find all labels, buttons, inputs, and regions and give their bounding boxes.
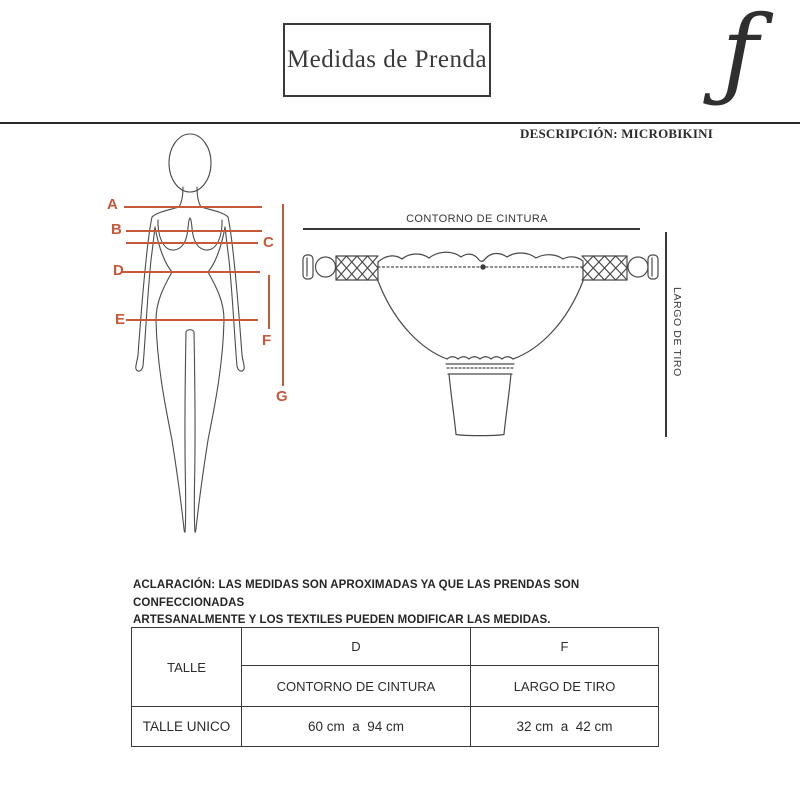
table-d-value: 60 cm a 94 cm	[242, 707, 471, 747]
page-title-box	[283, 23, 491, 97]
header-divider	[0, 122, 800, 124]
measure-label-b: B	[111, 221, 122, 238]
measure-label-e: E	[115, 311, 126, 328]
table-f-value: 32 cm a 42 cm	[471, 707, 659, 747]
measure-line-g	[282, 204, 284, 386]
disclaimer-line-2: ARTESANALMENTE Y LOS TEXTILES PUEDEN MODIFICAR LAS MEDIDAS.	[133, 614, 551, 626]
rise-measure-label: LARGO DE TIRO	[671, 287, 683, 377]
brand-logo-icon: ƒ	[721, 0, 759, 111]
measure-line-c	[126, 242, 258, 244]
measure-line-e	[126, 319, 258, 321]
measure-label-a: A	[107, 196, 118, 213]
garment-diagram	[295, 240, 675, 450]
measure-line-d	[122, 271, 260, 273]
measure-line-f	[268, 275, 270, 329]
measure-label-d: D	[113, 262, 124, 279]
disclaimer-text	[133, 577, 673, 630]
table-row	[132, 707, 659, 747]
waist-measure-label: CONTORNO DE CINTURA	[406, 213, 548, 225]
disclaimer-line-1: ACLARACIÓN: LAS MEDIDAS SON APROXIMADAS YA QUE LAS PRENDAS SON CONFECCIONADAS	[133, 579, 580, 609]
table-col-f-name: LARGO DE TIRO	[471, 666, 659, 707]
waist-measure-line	[303, 228, 640, 230]
measure-label-c: C	[263, 234, 274, 251]
description-label: DESCRIPCIÓN: MICROBIKINI	[520, 126, 713, 141]
table-col-d-name: CONTORNO DE CINTURA	[242, 666, 471, 707]
size-table	[131, 627, 659, 747]
table-size-value: TALLE UNICO	[132, 707, 242, 747]
measure-label-g: G	[276, 388, 288, 405]
page-title: Medidas de Prenda	[286, 46, 488, 73]
table-col-d-code: D	[242, 628, 471, 666]
measure-line-b	[126, 230, 262, 232]
measure-line-a	[124, 206, 262, 208]
table-col-f-code: F	[471, 628, 659, 666]
table-corner-header: TALLE	[132, 628, 242, 707]
measure-label-f: F	[262, 332, 272, 349]
